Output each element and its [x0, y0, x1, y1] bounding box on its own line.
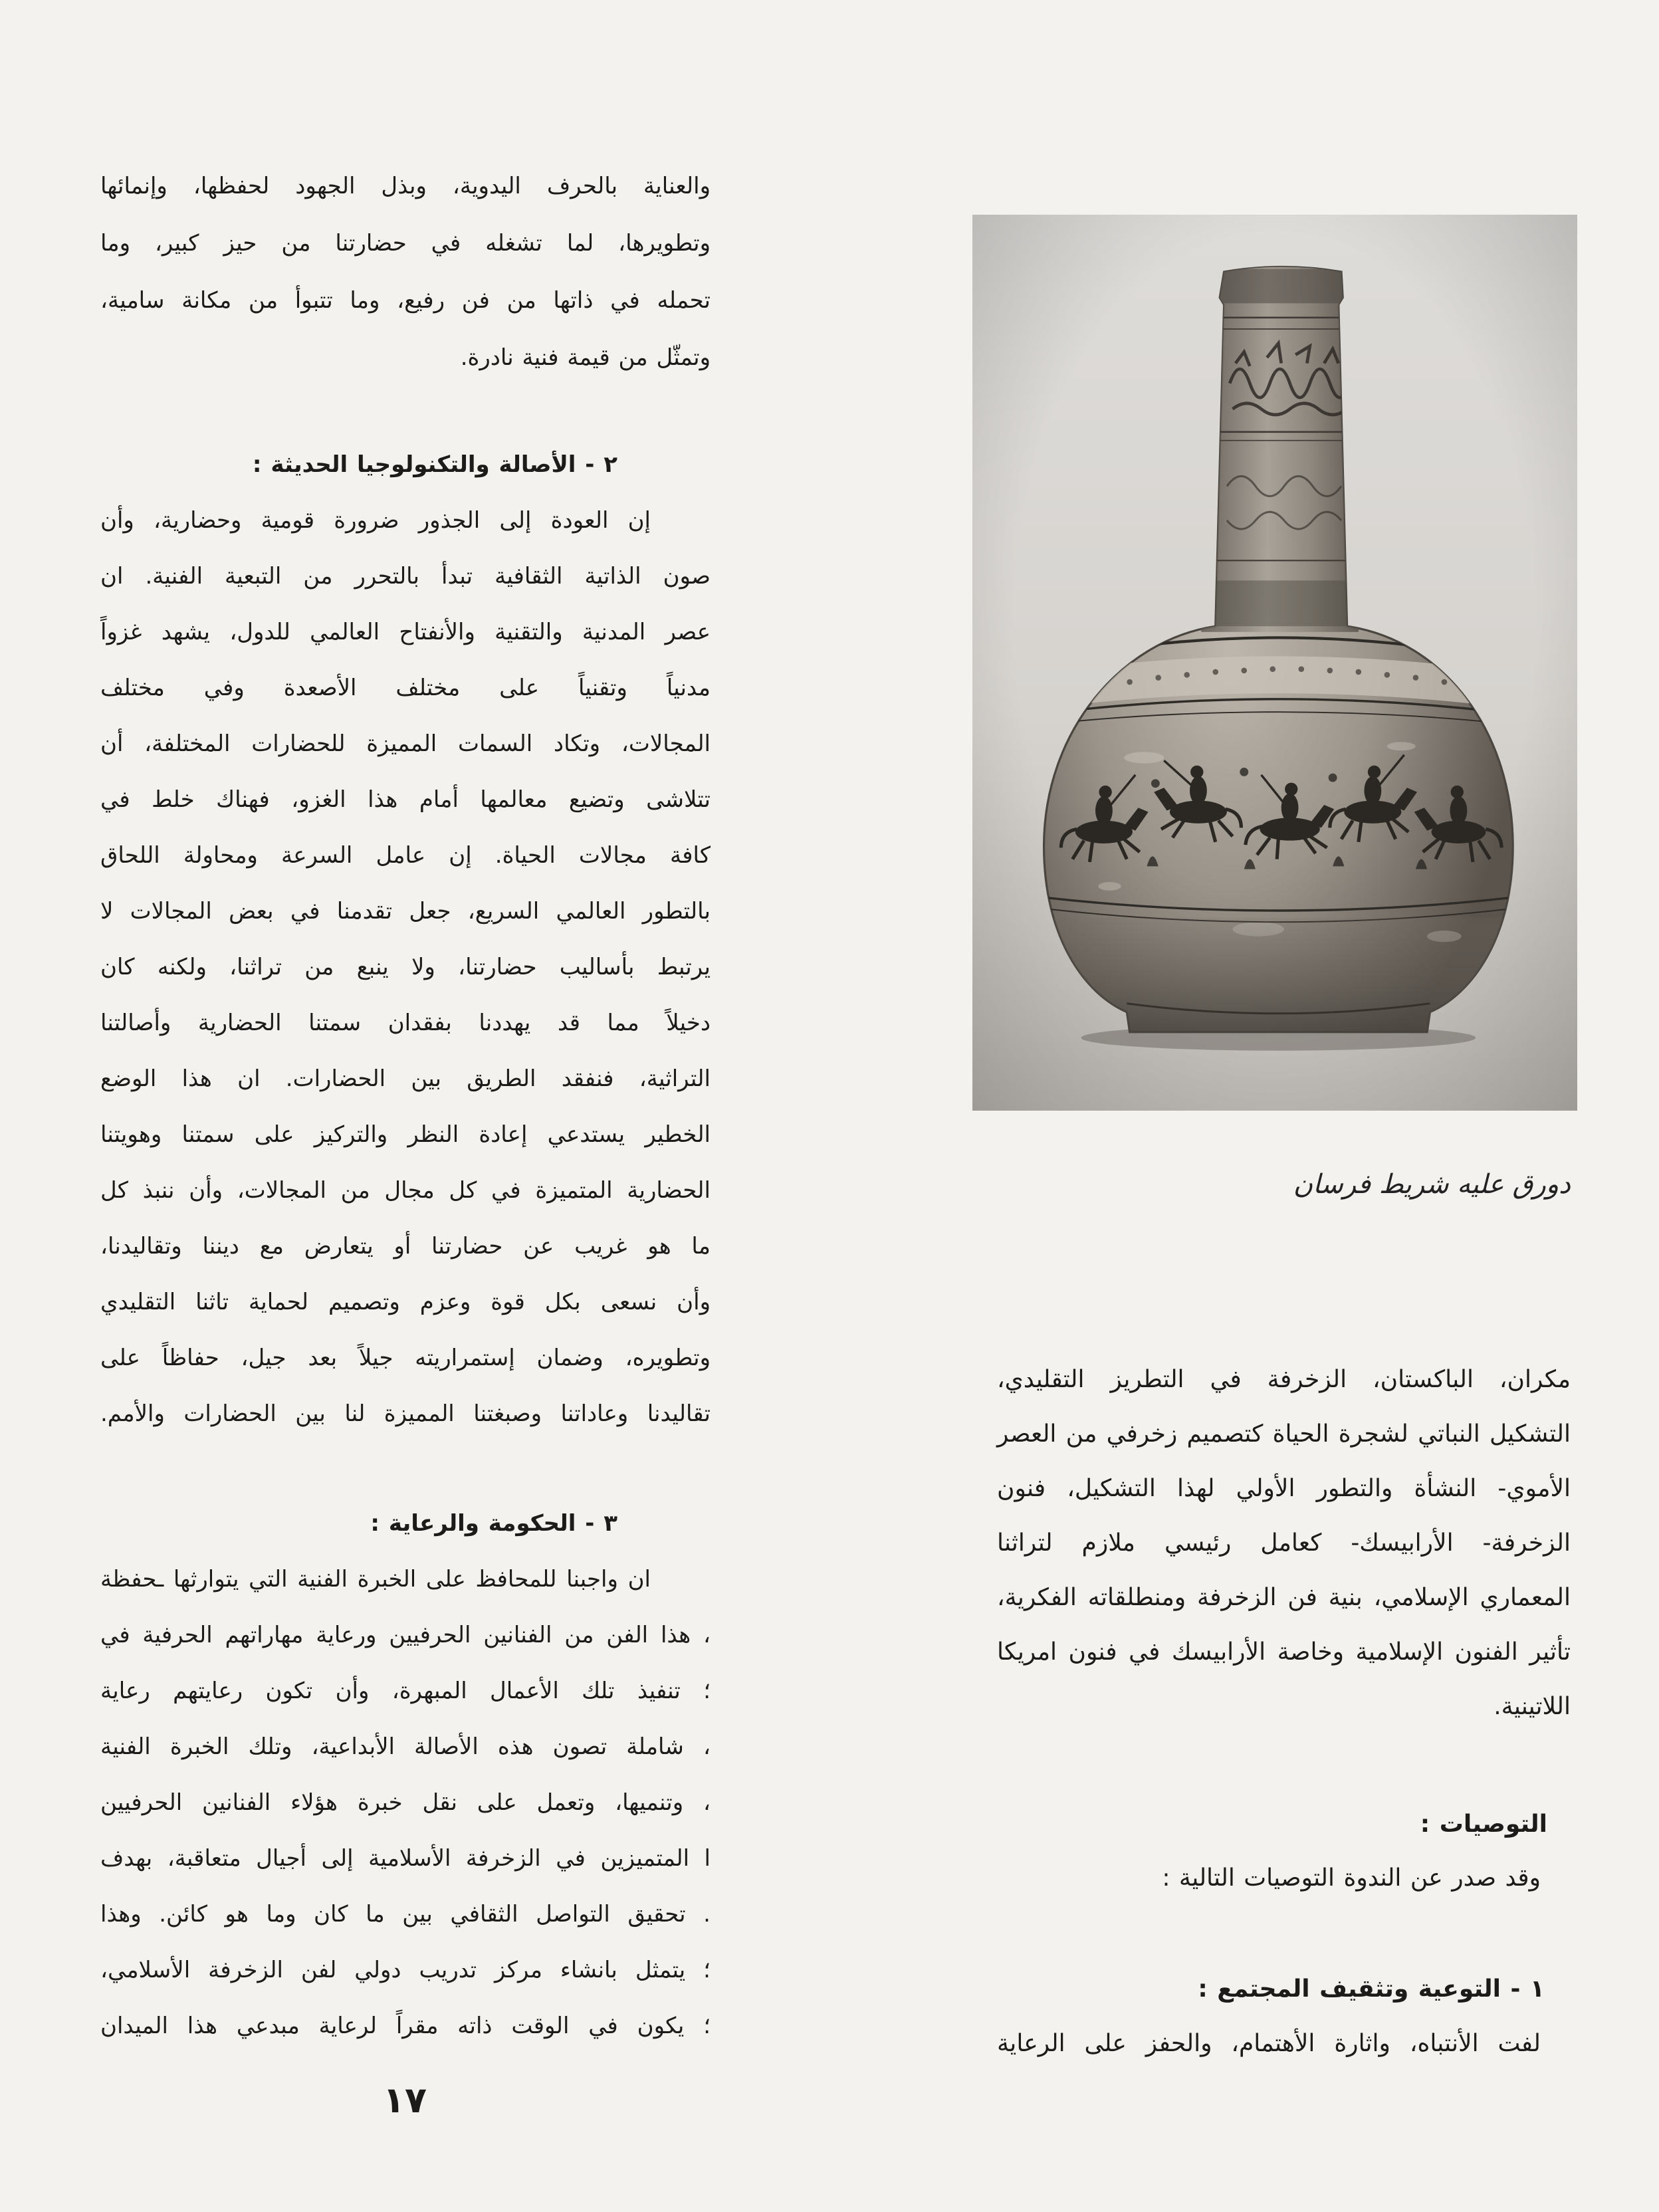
text-line: ، هذا الفن من الفنانين الحرفيين ورعاية مهاراتهم الحرفية في [100, 1622, 711, 1648]
recommendations-heading: التوصيات : [1420, 1811, 1547, 1838]
section-heading: ٣ - الحكومة والرعاية : [370, 1510, 617, 1537]
text-line: تقاليدنا وعاداتنا وصبغتنا المميزة لنا بين الحضارات والأمم. [100, 1400, 711, 1427]
text-line: مكران، الباكستان، الزخرفة في التطريز التقليدي، [997, 1366, 1571, 1393]
text-line: اللاتينية. [1493, 1693, 1571, 1720]
text-line: بالتطور العالمي السريع، جعل تقدمنا في بعض المجالات لا [100, 898, 711, 925]
text-line: يرتبط بأساليب حضارتنا، ولا ينبع من تراثنا، ولكنه كان [100, 954, 711, 980]
figure-caption: دورق عليه شريط فرسان [1293, 1169, 1571, 1200]
text-line: الزخرفة- الأرابيسك- كعامل رئيسي ملازم لتراثنا [997, 1529, 1571, 1557]
text-line: وأن نسعى بكل قوة وعزم وتصميم لحماية تاثنا التقليدي [100, 1289, 711, 1315]
text-line: ؛ يتمثل بانشاء مركز تدريب دولي لفن الزخرفة الأسلامي، [100, 1957, 711, 1983]
text-line: التراثية، فنفقد الطريق بين الحضارات. ان هذا الوضع [100, 1065, 711, 1092]
text-line: لفت الأنتباه، واثارة الأهتمام، والحفز على الرعاية [997, 2030, 1541, 2057]
text-line: ؛ تنفيذ تلك الأعمال المبهرة، وأن تكون رعايتهم رعاية [100, 1678, 711, 1704]
text-line: التشكيل النباتي لشجرة الحياة كتصميم زخرفي من العصر [997, 1420, 1571, 1448]
text-line: ان واجبنا للمحافظ على الخبرة الفنية التي يتوارثها ـحفظة [100, 1566, 651, 1593]
recommendations-intro: وقد صدر عن الندوة التوصيات التالية : [1162, 1864, 1541, 1892]
text-line: صون الذاتية الثقافية تبدأ بالتحرر من التبعية الفنية. ان [100, 563, 711, 590]
section-1 [997, 1962, 1571, 2071]
text-line: كافة مجالات الحياة. إن عامل السرعة ومحاولة اللحاق [100, 842, 711, 869]
section-2 [100, 437, 711, 1442]
text-line: وتطويره، وضمان إستمراريته جيلاً بعد جيل، حفاظاً على [100, 1345, 711, 1371]
text-line: تحمله في ذاتها من فن رفيع، وما تتبوأ من مكانة سامية، [100, 287, 711, 314]
text-line: . تحقيق التواصل الثقافي بين ما كان وما هو كائن. وهذا [100, 1901, 711, 1928]
text-line: الأموي- النشأة والتطور الأولي لهذا التشكيل، فنون [997, 1475, 1571, 1502]
vase-photo-image [972, 215, 1577, 1111]
text-line: المعماري الإسلامي، بنية فن الزخرفة ومنطلقاته الفكرية، [997, 1584, 1571, 1611]
text-line: تأثير الفنون الإسلامية وخاصة الأرابيسك في فنون امريكا [997, 1638, 1571, 1666]
text-line: ؛ يكون في الوقت ذاته مقراً لرعاية مبدعي هذا الميدان [100, 2013, 711, 2039]
text-line: تتلاشى وتضيع معالمها أمام هذا الغزو، فهناك خلط في [100, 786, 711, 813]
text-line: مدنياً وتقنياً على مختلف الأصعدة وفي مختلف [100, 675, 711, 701]
left-intro-paragraph [100, 158, 711, 386]
topics-paragraph [997, 1353, 1571, 1734]
section-3 [100, 1495, 711, 2054]
text-line: وتطويرها، لما تشغله في حضارتنا من حيز كبير، وما [100, 230, 711, 257]
text-line: ، شاملة تصون هذه الأصالة الأبداعية، وتلك الخبرة الفنية [100, 1733, 711, 1760]
vase-photo [972, 215, 1577, 1111]
text-line: وتمثّل من قيمة فنية نادرة. [460, 344, 711, 371]
text-line: الحضارية المتميزة في كل مجال من المجالات، وأن ننبذ كل [100, 1177, 711, 1204]
text-line: ، وتنميها، وتعمل على نقل خبرة هؤلاء الفنانين الحرفيين [100, 1789, 711, 1816]
recommendations [997, 1797, 1571, 1905]
text-line: ا المتميزين في الزخرفة الأسلامية إلى أجيال متعاقبة، بهدف [100, 1845, 711, 1872]
text-line: الخطير يستدعي إعادة النظر والتركيز على سمتنا وهويتنا [100, 1121, 711, 1148]
text-line: والعناية بالحرف اليدوية، وبذل الجهود لحفظها، وإنمائها [100, 173, 711, 199]
text-line: ما هو غريب عن حضارتنا أو يتعارض مع ديننا وتقاليدنا، [100, 1233, 711, 1260]
page-number: ١٧ [383, 2079, 427, 2121]
text-line: عصر المدنية والتقنية والأنفتاح العالمي للدول، يشهد غزواً [100, 619, 711, 645]
text-line: إن العودة إلى الجذور ضرورة قومية وحضارية، وأن [100, 507, 651, 534]
text-line: المجالات، وتكاد السمات المميزة للحضارات المختلفة، أن [100, 730, 711, 757]
section-heading: ١ - التوعية وتثقيف المجتمع : [1198, 1975, 1545, 2003]
text-line: دخيلاً مما قد يهددنا بفقدان سمتنا الحضارية وأصالتنا [100, 1010, 711, 1036]
section-heading: ٢ - الأصالة والتكنولوجيا الحديثة : [252, 451, 617, 478]
